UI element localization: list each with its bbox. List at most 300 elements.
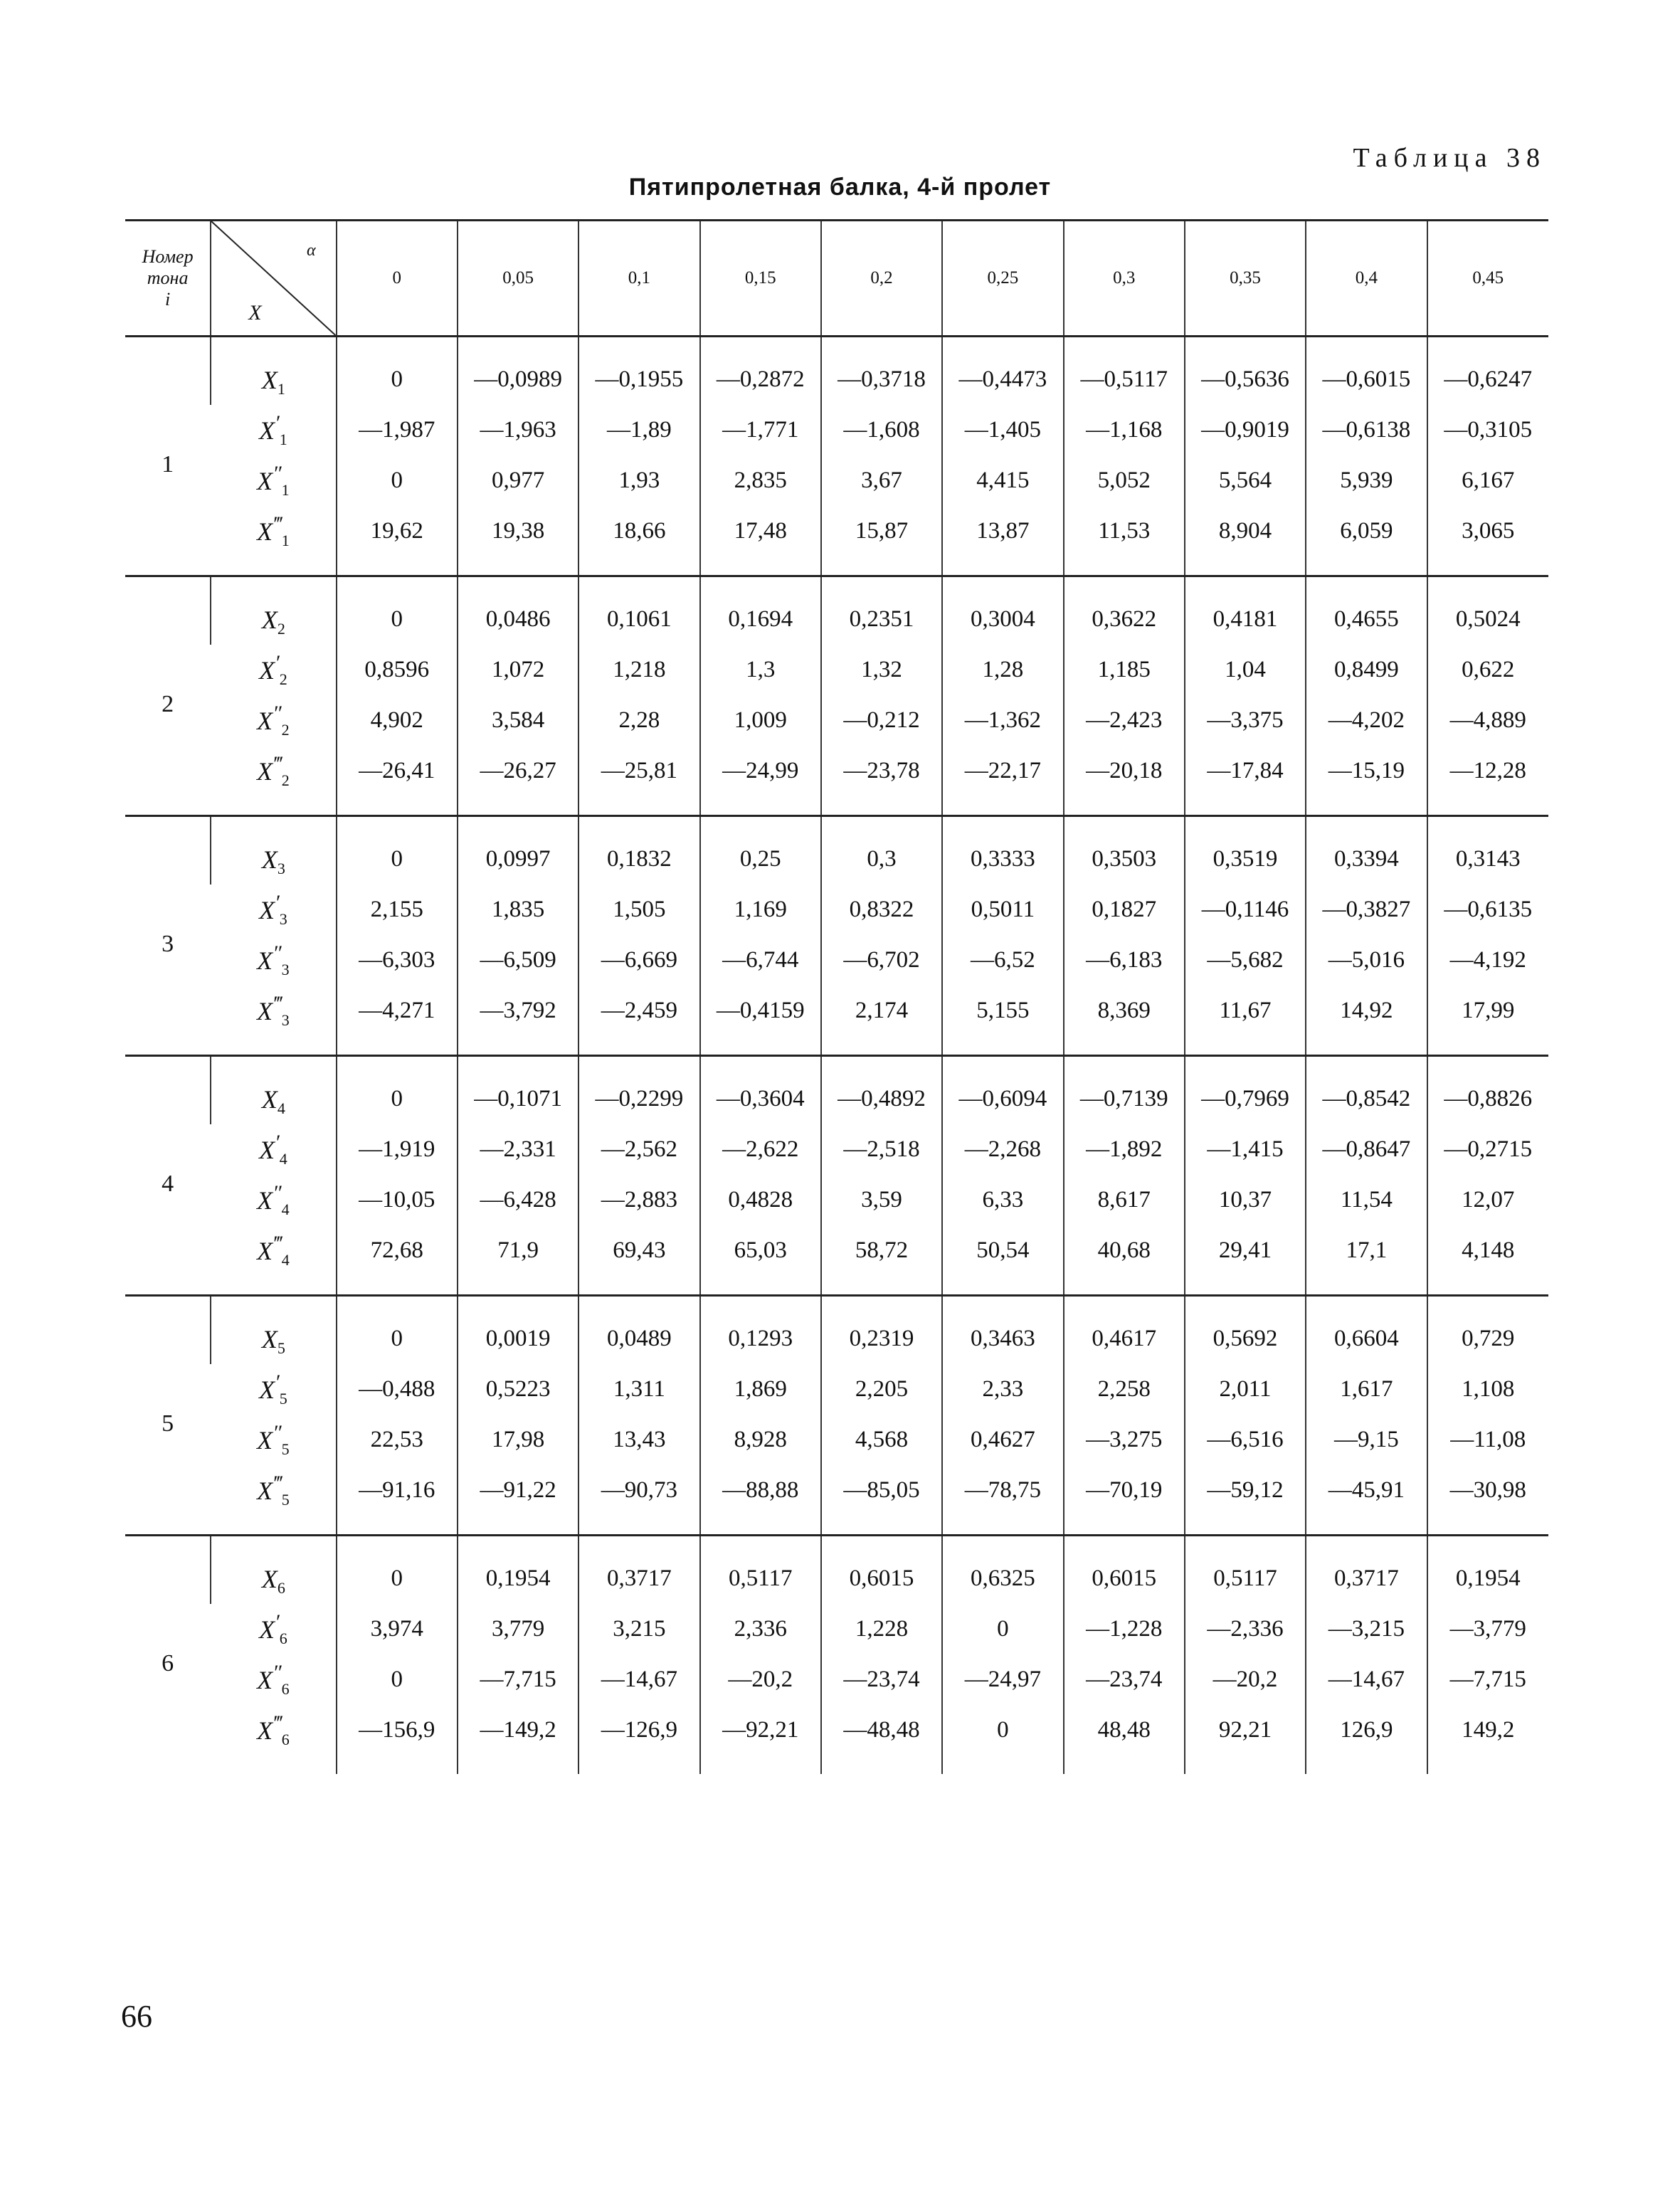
derivative-primes: ″	[273, 1420, 282, 1445]
value-cell: —9,15	[1306, 1415, 1427, 1465]
value-cell: 0,2319	[821, 1296, 942, 1365]
value-cell: 0,4181	[1185, 576, 1306, 645]
table-row	[125, 986, 1548, 1056]
derivative-primes: ″	[273, 1181, 282, 1205]
value-cell: —1,362	[942, 695, 1063, 746]
derivative-primes: ‴	[273, 1471, 282, 1495]
value-cell: 0,3503	[1064, 816, 1185, 885]
value-cell: 0,729	[1427, 1296, 1548, 1365]
value-cell: 0,3519	[1185, 816, 1306, 885]
value-cell: —0,2872	[700, 337, 821, 406]
tone-subscript: 1	[281, 481, 290, 500]
function-label	[211, 1705, 336, 1774]
value-cell: —0,488	[337, 1364, 458, 1415]
value-cell: 0,5024	[1427, 576, 1548, 645]
value-cell: 18,66	[579, 506, 699, 576]
value-cell: 0,5223	[458, 1364, 579, 1415]
value-cell: 1,505	[579, 885, 699, 935]
value-cell: 11,53	[1064, 506, 1185, 576]
tone-header	[125, 221, 211, 337]
value-cell: —23,74	[1064, 1654, 1185, 1705]
derivative-primes: ‴	[273, 751, 282, 776]
value-cell: 2,28	[579, 695, 699, 746]
value-cell: 0	[337, 1536, 458, 1605]
value-cell: 0,3622	[1064, 576, 1185, 645]
tone-subscript: 3	[281, 1011, 290, 1030]
value-cell: 0	[337, 455, 458, 506]
value-cell: 4,415	[942, 455, 1063, 506]
value-cell: 1,3	[700, 645, 821, 695]
value-cell: 2,205	[821, 1364, 942, 1415]
value-cell: —26,27	[458, 746, 579, 816]
value-cell: —14,67	[1306, 1654, 1427, 1705]
value-cell: —70,19	[1064, 1465, 1185, 1536]
value-cell: —20,2	[700, 1654, 821, 1705]
table-row	[125, 1364, 1548, 1415]
value-cell: 0,977	[458, 455, 579, 506]
value-cell: 0,3143	[1427, 816, 1548, 885]
value-cell: 0,8322	[821, 885, 942, 935]
table-caption: Таблица 38	[1353, 143, 1546, 173]
value-cell: 2,011	[1185, 1364, 1306, 1415]
value-cell: —0,5636	[1185, 337, 1306, 406]
value-cell: 0,1694	[700, 576, 821, 645]
table-row	[125, 1296, 1548, 1365]
table-row	[125, 1705, 1548, 1774]
value-cell: 3,974	[337, 1604, 458, 1654]
value-cell: —90,73	[579, 1465, 699, 1536]
x-symbol: X	[248, 301, 262, 324]
value-cell: 0,3394	[1306, 816, 1427, 885]
value-cell: 0,4617	[1064, 1296, 1185, 1365]
value-cell: —0,4159	[700, 986, 821, 1056]
value-cell: —14,67	[579, 1654, 699, 1705]
value-cell: 8,617	[1064, 1175, 1185, 1225]
value-cell: —0,9019	[1185, 405, 1306, 455]
value-cell: —0,6015	[1306, 337, 1427, 406]
value-cell: —12,28	[1427, 746, 1548, 816]
value-cell: —0,212	[821, 695, 942, 746]
alpha-header: 0,1	[579, 221, 699, 337]
tone-subscript: 2	[277, 620, 285, 638]
value-cell: —3,275	[1064, 1415, 1185, 1465]
value-cell: —0,8542	[1306, 1056, 1427, 1125]
function-label	[211, 455, 336, 506]
value-cell: 1,072	[458, 645, 579, 695]
tone-subscript: 6	[277, 1579, 285, 1598]
function-label	[211, 337, 336, 406]
function-symbol: X	[261, 605, 278, 634]
function-label	[211, 885, 336, 935]
value-cell: —7,715	[1427, 1654, 1548, 1705]
function-symbol: X	[259, 1135, 275, 1164]
table-row	[125, 576, 1548, 645]
value-cell: —1,228	[1064, 1604, 1185, 1654]
value-cell: —2,622	[700, 1124, 821, 1175]
value-cell: —6,516	[1185, 1415, 1306, 1465]
derivative-primes: ′	[275, 1130, 280, 1154]
diagonal-line	[211, 221, 335, 335]
value-cell: 50,54	[942, 1225, 1063, 1296]
function-symbol: X	[261, 365, 278, 394]
value-cell: 8,369	[1064, 986, 1185, 1056]
value-cell: —78,75	[942, 1465, 1063, 1536]
value-cell: —6,669	[579, 935, 699, 986]
value-cell: 1,108	[1427, 1364, 1548, 1415]
table-row	[125, 1654, 1548, 1705]
value-cell: —7,715	[458, 1654, 579, 1705]
value-cell: 0,0489	[579, 1296, 699, 1365]
value-cell: —23,74	[821, 1654, 942, 1705]
function-label	[211, 506, 336, 576]
alpha-header: 0,35	[1185, 221, 1306, 337]
value-cell: 149,2	[1427, 1705, 1548, 1774]
value-cell: 0,6015	[1064, 1536, 1185, 1605]
alpha-header: 0,4	[1306, 221, 1427, 337]
value-cell: 0,6325	[942, 1536, 1063, 1605]
value-cell: —0,8826	[1427, 1056, 1548, 1125]
value-cell: 1,835	[458, 885, 579, 935]
value-cell: 3,215	[579, 1604, 699, 1654]
alpha-header: 0,45	[1427, 221, 1548, 337]
value-cell: 0,8596	[337, 645, 458, 695]
value-cell: 0,5011	[942, 885, 1063, 935]
value-cell: 6,059	[1306, 506, 1427, 576]
derivative-primes: ‴	[273, 1231, 282, 1255]
value-cell: 1,93	[579, 455, 699, 506]
alpha-header: 0,15	[700, 221, 821, 337]
value-cell: —10,05	[337, 1175, 458, 1225]
alpha-header: 0	[337, 221, 458, 337]
tone-subscript: 6	[279, 1630, 287, 1648]
value-cell: —0,4473	[942, 337, 1063, 406]
value-cell: —0,8647	[1306, 1124, 1427, 1175]
value-cell: —1,963	[458, 405, 579, 455]
tone-subscript: 1	[279, 431, 287, 449]
tone-subscript: 3	[279, 910, 287, 929]
value-cell: 0	[942, 1705, 1063, 1774]
value-cell: 13,87	[942, 506, 1063, 576]
value-cell: 0,622	[1427, 645, 1548, 695]
function-symbol: X	[257, 1425, 273, 1454]
value-cell: —20,2	[1185, 1654, 1306, 1705]
value-cell: —3,215	[1306, 1604, 1427, 1654]
value-cell: 0,3717	[1306, 1536, 1427, 1605]
tone-subscript: 3	[277, 860, 285, 878]
tone-subscript: 2	[281, 721, 290, 739]
value-cell: 0	[337, 576, 458, 645]
derivative-primes: ″	[273, 461, 282, 485]
value-cell: 0	[337, 337, 458, 406]
alpha-header: 0,3	[1064, 221, 1185, 337]
value-cell: 17,48	[700, 506, 821, 576]
value-cell: —25,81	[579, 746, 699, 816]
function-label	[211, 695, 336, 746]
value-cell: —149,2	[458, 1705, 579, 1774]
value-cell: 3,779	[458, 1604, 579, 1654]
table-row	[125, 645, 1548, 695]
derivative-primes: ′	[275, 1370, 280, 1394]
table-row	[125, 1056, 1548, 1125]
value-cell: —1,608	[821, 405, 942, 455]
function-label	[211, 816, 336, 885]
value-cell: 29,41	[1185, 1225, 1306, 1296]
value-cell: 0,1061	[579, 576, 699, 645]
value-cell: —3,375	[1185, 695, 1306, 746]
value-cell: —0,4892	[821, 1056, 942, 1125]
value-cell: 0,5117	[1185, 1536, 1306, 1605]
value-cell: 48,48	[1064, 1705, 1185, 1774]
tone-subscript: 4	[277, 1099, 285, 1118]
function-label	[211, 1654, 336, 1705]
value-cell: 2,155	[337, 885, 458, 935]
value-cell: —20,18	[1064, 746, 1185, 816]
value-cell: 0	[337, 1654, 458, 1705]
value-cell: 0,25	[700, 816, 821, 885]
function-label	[211, 1415, 336, 1465]
value-cell: —6,744	[700, 935, 821, 986]
derivative-primes: ′	[275, 411, 280, 435]
value-cell: —24,97	[942, 1654, 1063, 1705]
value-cell: —17,84	[1185, 746, 1306, 816]
table-row	[125, 506, 1548, 576]
value-cell: —11,08	[1427, 1415, 1548, 1465]
alpha-symbol: α	[306, 241, 316, 260]
value-cell: 3,065	[1427, 506, 1548, 576]
value-cell: 0,1954	[458, 1536, 579, 1605]
value-cell: 0,3717	[579, 1536, 699, 1605]
table-row	[125, 1124, 1548, 1175]
table-row	[125, 455, 1548, 506]
tone-subscript: 5	[279, 1390, 287, 1408]
function-label	[211, 405, 336, 455]
value-cell: —6,183	[1064, 935, 1185, 986]
function-symbol: X	[257, 517, 273, 546]
value-cell: 0,5692	[1185, 1296, 1306, 1365]
table-row	[125, 885, 1548, 935]
value-cell: —5,016	[1306, 935, 1427, 986]
table-row	[125, 695, 1548, 746]
tone-subscript: 2	[281, 771, 290, 790]
value-cell: —6,702	[821, 935, 942, 986]
value-cell: —2,562	[579, 1124, 699, 1175]
value-cell: 1,617	[1306, 1364, 1427, 1415]
tone-subscript: 5	[281, 1440, 290, 1459]
diagonal-header-cell	[211, 221, 336, 337]
value-cell: 0,3463	[942, 1296, 1063, 1365]
tone-subscript: 6	[281, 1731, 290, 1749]
value-cell: —92,21	[700, 1705, 821, 1774]
value-cell: 0,0019	[458, 1296, 579, 1365]
table-row	[125, 1225, 1548, 1296]
function-label	[211, 986, 336, 1056]
value-cell: —88,88	[700, 1465, 821, 1536]
value-cell: 0,0997	[458, 816, 579, 885]
value-cell: —2,883	[579, 1175, 699, 1225]
value-cell: —0,7969	[1185, 1056, 1306, 1125]
value-cell: 6,33	[942, 1175, 1063, 1225]
value-cell: 14,92	[1306, 986, 1427, 1056]
function-label	[211, 1124, 336, 1175]
tone-subscript: 1	[277, 380, 285, 398]
value-cell: —2,518	[821, 1124, 942, 1175]
function-symbol: X	[257, 946, 273, 975]
value-cell: 19,62	[337, 506, 458, 576]
tone-label-line1: Номер	[142, 246, 194, 267]
table-row	[125, 816, 1548, 885]
value-cell: —0,5117	[1064, 337, 1185, 406]
function-symbol: X	[257, 706, 273, 735]
value-cell: —3,792	[458, 986, 579, 1056]
derivative-primes: ′	[275, 650, 280, 675]
value-cell: 0,2351	[821, 576, 942, 645]
value-cell: 4,568	[821, 1415, 942, 1465]
value-cell: —2,336	[1185, 1604, 1306, 1654]
value-cell: 0,8499	[1306, 645, 1427, 695]
value-cell: 2,336	[700, 1604, 821, 1654]
value-cell: —0,1146	[1185, 885, 1306, 935]
tone-subscript: 6	[281, 1680, 290, 1699]
function-symbol: X	[259, 655, 275, 685]
value-cell: —22,17	[942, 746, 1063, 816]
page-number: 66	[121, 1999, 152, 2034]
value-cell: 40,68	[1064, 1225, 1185, 1296]
value-cell: 0	[337, 816, 458, 885]
value-cell: 0,5117	[700, 1536, 821, 1605]
value-cell: —3,779	[1427, 1604, 1548, 1654]
value-cell: 2,835	[700, 455, 821, 506]
function-symbol: X	[257, 756, 273, 786]
value-cell: —2,268	[942, 1124, 1063, 1175]
tone-number: 6	[125, 1536, 211, 1775]
function-symbol: X	[257, 466, 273, 495]
function-symbol: X	[257, 1665, 273, 1694]
function-label	[211, 645, 336, 695]
value-cell: —126,9	[579, 1705, 699, 1774]
table-row	[125, 1465, 1548, 1536]
function-label	[211, 1175, 336, 1225]
function-label	[211, 1225, 336, 1296]
function-label	[211, 1536, 336, 1605]
value-cell: 8,928	[700, 1415, 821, 1465]
value-cell: —85,05	[821, 1465, 942, 1536]
derivative-primes: ′	[275, 890, 280, 914]
table-title: Пятипролетная балка, 4-й пролет	[628, 174, 1052, 201]
value-cell: —0,2299	[579, 1056, 699, 1125]
value-cell: —0,6138	[1306, 405, 1427, 455]
table-row	[125, 1175, 1548, 1225]
value-cell: 0,3	[821, 816, 942, 885]
value-cell: —91,16	[337, 1465, 458, 1536]
derivative-primes: ‴	[273, 512, 282, 536]
tone-number: 4	[125, 1056, 211, 1296]
tone-subscript: 2	[279, 670, 287, 689]
tone-number: 2	[125, 576, 211, 816]
value-cell: 1,169	[700, 885, 821, 935]
alpha-header: 0,25	[942, 221, 1063, 337]
value-cell: —1,89	[579, 405, 699, 455]
value-cell: —4,202	[1306, 695, 1427, 746]
value-cell: 1,32	[821, 645, 942, 695]
value-cell: —1,415	[1185, 1124, 1306, 1175]
value-cell: 0	[337, 1296, 458, 1365]
value-cell: 6,167	[1427, 455, 1548, 506]
table-row	[125, 405, 1548, 455]
value-cell: 0,0486	[458, 576, 579, 645]
value-cell: —0,3827	[1306, 885, 1427, 935]
value-cell: 0,4828	[700, 1175, 821, 1225]
value-cell: 0,3004	[942, 576, 1063, 645]
function-label	[211, 1056, 336, 1125]
function-label	[211, 1296, 336, 1365]
value-cell: —59,12	[1185, 1465, 1306, 1536]
value-cell: —2,459	[579, 986, 699, 1056]
value-cell: 5,052	[1064, 455, 1185, 506]
value-cell: —91,22	[458, 1465, 579, 1536]
value-cell: —24,99	[700, 746, 821, 816]
table-row	[125, 1536, 1548, 1605]
value-cell: 12,07	[1427, 1175, 1548, 1225]
table-row	[125, 1415, 1548, 1465]
value-cell: 1,228	[821, 1604, 942, 1654]
value-cell: 1,311	[579, 1364, 699, 1415]
table-body	[125, 337, 1548, 1775]
value-cell: —0,3718	[821, 337, 942, 406]
value-cell: 71,9	[458, 1225, 579, 1296]
value-cell: —1,892	[1064, 1124, 1185, 1175]
value-cell: —0,3105	[1427, 405, 1548, 455]
derivative-primes: ‴	[273, 991, 282, 1015]
value-cell: —1,405	[942, 405, 1063, 455]
value-cell: 2,258	[1064, 1364, 1185, 1415]
value-cell: 15,87	[821, 506, 942, 576]
function-symbol: X	[261, 1084, 278, 1114]
value-cell: 1,04	[1185, 645, 1306, 695]
function-symbol: X	[259, 416, 275, 445]
value-cell: 0,1293	[700, 1296, 821, 1365]
function-symbol: X	[261, 1564, 278, 1593]
derivative-primes: ′	[275, 1610, 280, 1634]
value-cell: —4,889	[1427, 695, 1548, 746]
value-cell: 22,53	[337, 1415, 458, 1465]
value-cell: 17,98	[458, 1415, 579, 1465]
value-cell: —23,78	[821, 746, 942, 816]
value-cell: 13,43	[579, 1415, 699, 1465]
function-symbol: X	[257, 1236, 273, 1265]
value-cell: 19,38	[458, 506, 579, 576]
tone-number: 3	[125, 816, 211, 1056]
value-cell: —0,3604	[700, 1056, 821, 1125]
value-cell: —4,271	[337, 986, 458, 1056]
value-cell: 65,03	[700, 1225, 821, 1296]
value-cell: —4,192	[1427, 935, 1548, 986]
tone-number: 1	[162, 451, 174, 477]
value-cell: —48,48	[821, 1705, 942, 1774]
value-cell: —6,509	[458, 935, 579, 986]
tone-subscript: 5	[277, 1339, 285, 1358]
value-cell: 0,1832	[579, 816, 699, 885]
tone-subscript: 5	[281, 1491, 290, 1509]
function-symbol: X	[257, 996, 273, 1025]
value-cell: —1,987	[337, 405, 458, 455]
value-cell: —2,423	[1064, 695, 1185, 746]
value-cell: —1,919	[337, 1124, 458, 1175]
value-cell: —0,2715	[1427, 1124, 1548, 1175]
value-cell: —0,6135	[1427, 885, 1548, 935]
value-cell: —1,168	[1064, 405, 1185, 455]
value-cell: 4,148	[1427, 1225, 1548, 1296]
value-cell: 0,4655	[1306, 576, 1427, 645]
